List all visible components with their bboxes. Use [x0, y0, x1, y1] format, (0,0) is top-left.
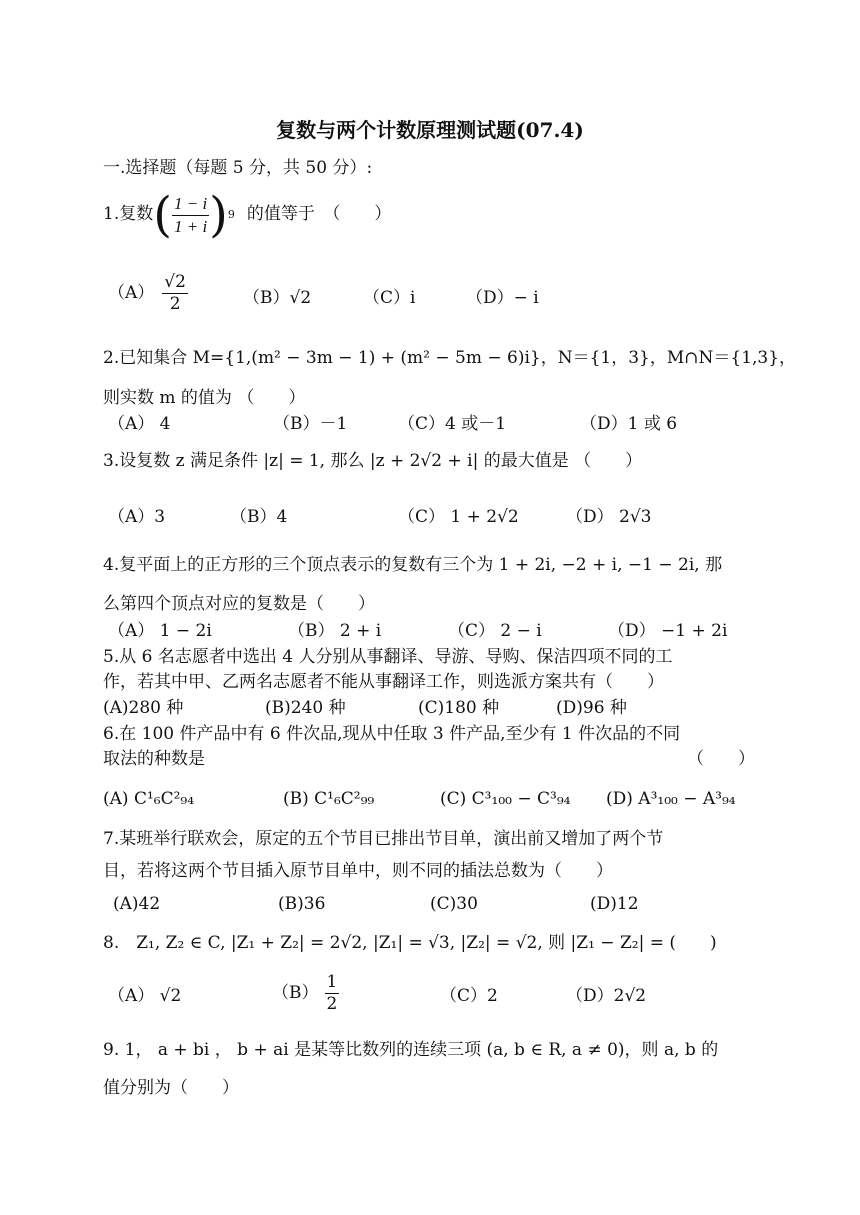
q4-line1: 4.复平面上的正方形的三个顶点表示的复数有三个为 1 + 2i, −2 + i, −1 − 2i, 那 — [103, 555, 723, 575]
q3-text: 3.设复数 z 满足条件 |z| = 1, 那么 |z + 2√2 + i| 的最大值是 （ ） — [103, 451, 643, 471]
q3-option-a: （A）3 — [108, 507, 166, 527]
q5-option-d: (D)96 种 — [556, 698, 627, 718]
q6-blank: （ ） — [687, 749, 755, 769]
q1-exponent: 9 — [227, 208, 235, 222]
q1-suffix: 的值等于 （ ） — [246, 204, 392, 225]
q3-option-d: （D） 2√3 — [566, 507, 652, 527]
q1-option-c: （C）i — [363, 288, 416, 308]
q5-option-c: (C)180 种 — [418, 698, 500, 718]
q1-fraction: $\frac{1 - i}{1 + i}$ — [173, 194, 208, 236]
q2-option-a: （A） 4 — [108, 414, 171, 434]
q4-line2: 么第四个顶点对应的复数是（ ） — [103, 594, 375, 614]
q1-option-a: （A） $\frac{√2}{2}$ — [108, 272, 186, 315]
q9-line1: 9. 1， a + bi ， b + ai 是某等比数列的连续三项 (a, b ∈ R, a ≠ 0)，则 a, b 的 — [103, 1040, 719, 1060]
q7-line2: 目，若将这两个节目插入原节目单中，则不同的插法总数为（ ） — [103, 861, 613, 881]
q3-option-c: （C） 1 + 2√2 — [398, 507, 519, 527]
q7-line1: 7.某班举行联欢会，原定的五个节目已排出节目单，演出前又增加了两个节 — [103, 829, 664, 849]
q1-prefix: 1.复数 — [103, 204, 154, 225]
q6-option-b: (B) C¹₆C²₉₉ — [283, 789, 375, 809]
q8-option-a: （A） √2 — [108, 986, 182, 1006]
q1-option-d: （D）− i — [466, 288, 539, 308]
q4-option-c: （C） 2 − i — [448, 621, 542, 641]
q8-text: 8. Z₁, Z₂ ∈ C, |Z₁ + Z₂| = 2√2, |Z₁| = √3, |Z₂| = √2, 则 |Z₁ − Z₂| = ( ) — [103, 933, 717, 953]
q6-option-c: (C) C³₁₀₀ − C³₉₄ — [440, 789, 571, 809]
q5-line2: 作，若其中甲、乙两名志愿者不能从事翻译工作，则选派方案共有（ ） — [103, 672, 664, 692]
q8-option-c: （C）2 — [440, 986, 498, 1006]
q2-line1: 2.已知集合 M={1,(m² − 3m − 1) + (m² − 5m − 6)i}，N＝{1，3}，M∩N＝{1,3}， — [103, 348, 797, 368]
question-1: 1.复数 ( $\frac{1 - i}{1 + i}$ ) 9 的值等于 （ ） — [103, 187, 392, 243]
q7-option-b: (B)36 — [278, 894, 326, 914]
q3-option-b: （B）4 — [230, 507, 288, 527]
q6-line1: 6.在 100 件产品中有 6 件次品,现从中任取 3 件产品,至少有 1 件次品的不同 — [103, 724, 681, 744]
q2-option-c: （C）4 或－1 — [398, 414, 507, 434]
q2-line2: 则实数 m 的值为 （ ） — [103, 388, 306, 408]
section-heading: 一.选择题（每题 5 分，共 50 分）: — [103, 158, 373, 178]
q6-line2: 取法的种数是 — [103, 749, 205, 769]
q4-option-b: （B） 2 + i — [288, 621, 382, 641]
q7-option-d: (D)12 — [590, 894, 639, 914]
q4-option-a: （A） 1 − 2i — [108, 621, 212, 641]
q6-option-a: (A) C¹₆C²₉₄ — [103, 789, 195, 809]
q9-line2: 值分别为（ ） — [103, 1078, 239, 1098]
q2-option-d: （D）1 或 6 — [580, 414, 678, 434]
q7-option-a: (A)42 — [113, 894, 161, 914]
q4-option-d: （D） −1 + 2i — [608, 621, 728, 641]
q8-option-b: （B） $\frac{1}{2}$ — [272, 972, 338, 1015]
q5-line1: 5.从 6 名志愿者中选出 4 人分别从事翻译、导游、导购、保洁四项不同的工 — [103, 647, 673, 667]
q8-option-d: （D）2√2 — [566, 986, 647, 1006]
q7-option-c: (C)30 — [430, 894, 478, 914]
q6-option-d: (D) A³₁₀₀ − A³₉₄ — [606, 789, 736, 809]
q1-option-b: （B）√2 — [243, 288, 312, 308]
page-title: 复数与两个计数原理测试题(07.4) — [276, 118, 584, 142]
q5-option-b: (B)240 种 — [265, 698, 346, 718]
q5-option-a: (A)280 种 — [103, 698, 184, 718]
q2-option-b: （B）－1 — [273, 414, 348, 434]
